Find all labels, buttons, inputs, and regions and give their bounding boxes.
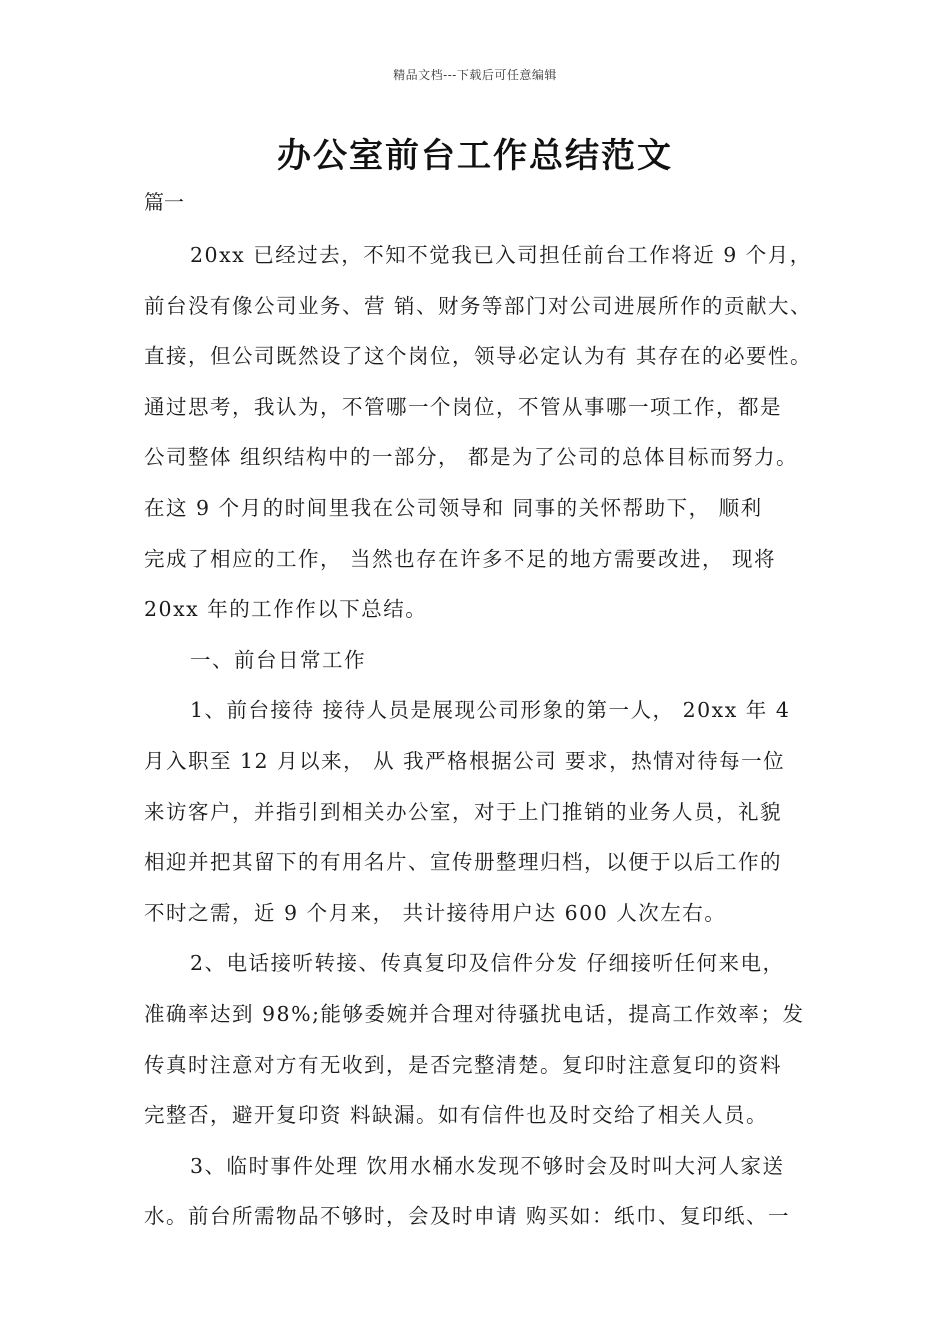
text-line: 传真时注意对方有无收到，是否完整清楚。复印时注意复印的资料 xyxy=(144,1052,782,1077)
text-line: 来访客户，并指引到相关办公室，对于上门推销的业务人员，礼貌 xyxy=(144,799,782,824)
text-line: 20xx 年的工作作以下总结。 xyxy=(144,597,428,622)
text-line: 前台没有像公司业务、营 销、财务等部门对公司进展所作的贡献大、 xyxy=(144,293,812,318)
document-body xyxy=(144,230,812,1242)
text-line: 公司整体 组织结构中的一部分， 都是为了公司的总体目标而努力。 xyxy=(144,445,799,470)
section-label: 篇一 xyxy=(144,190,184,214)
text-line: 完整否，避开复印资 料缺漏。如有信件也及时交给了相关人员。 xyxy=(144,1103,769,1128)
text-line: 2、电话接听转接、传真复印及信件分发 仔细接听任何来电， xyxy=(190,951,785,976)
text-line: 月入职至 12 月以来， 从 我严格根据公司 要求，热情对待每一位 xyxy=(144,748,786,773)
text-line: 20xx 已经过去，不知不觉我已入司担任前台工作将近 9 个月， xyxy=(190,243,812,267)
page-title: 办公室前台工作总结范文 xyxy=(277,136,673,176)
text-line: 在这 9 个月的时间里我在公司领导和 同事的关怀帮助下， 顺利 xyxy=(144,495,763,520)
text-line: 完成了相应的工作， 当然也存在许多不足的地方需要改进， 现将 xyxy=(144,546,777,571)
section-heading: 一、前台日常工作 xyxy=(190,647,366,672)
text-line: 水。前台所需物品不够时，会及时申请 购买如：纸巾、复印纸、一 xyxy=(144,1204,791,1229)
text-line: 准确率达到 98%;能够委婉并合理对待骚扰电话，提高工作效率；发 xyxy=(144,1001,805,1026)
text-line: 1、前台接待 接待人员是展现公司形象的第一人， 20xx 年 4 xyxy=(190,698,791,723)
text-line: 不时之需，近 9 个月来， 共计接待用户达 600 人次左右。 xyxy=(144,900,727,925)
text-line: 通过思考，我认为，不管哪一个岗位，不管从事哪一项工作，都是 xyxy=(144,394,782,419)
header-note: 精品文档---下载后可任意编辑 xyxy=(393,68,557,82)
text-line: 相迎并把其留下的有用名片、宣传册整理归档，以便于以后工作的 xyxy=(144,850,782,875)
text-line: 直接，但公司既然设了这个岗位，领导必定认为有 其存在的必要性。 xyxy=(144,344,812,369)
text-line: 3、临时事件处理 饮用水桶水发现不够时会及时叫大河人家送 xyxy=(190,1153,785,1178)
